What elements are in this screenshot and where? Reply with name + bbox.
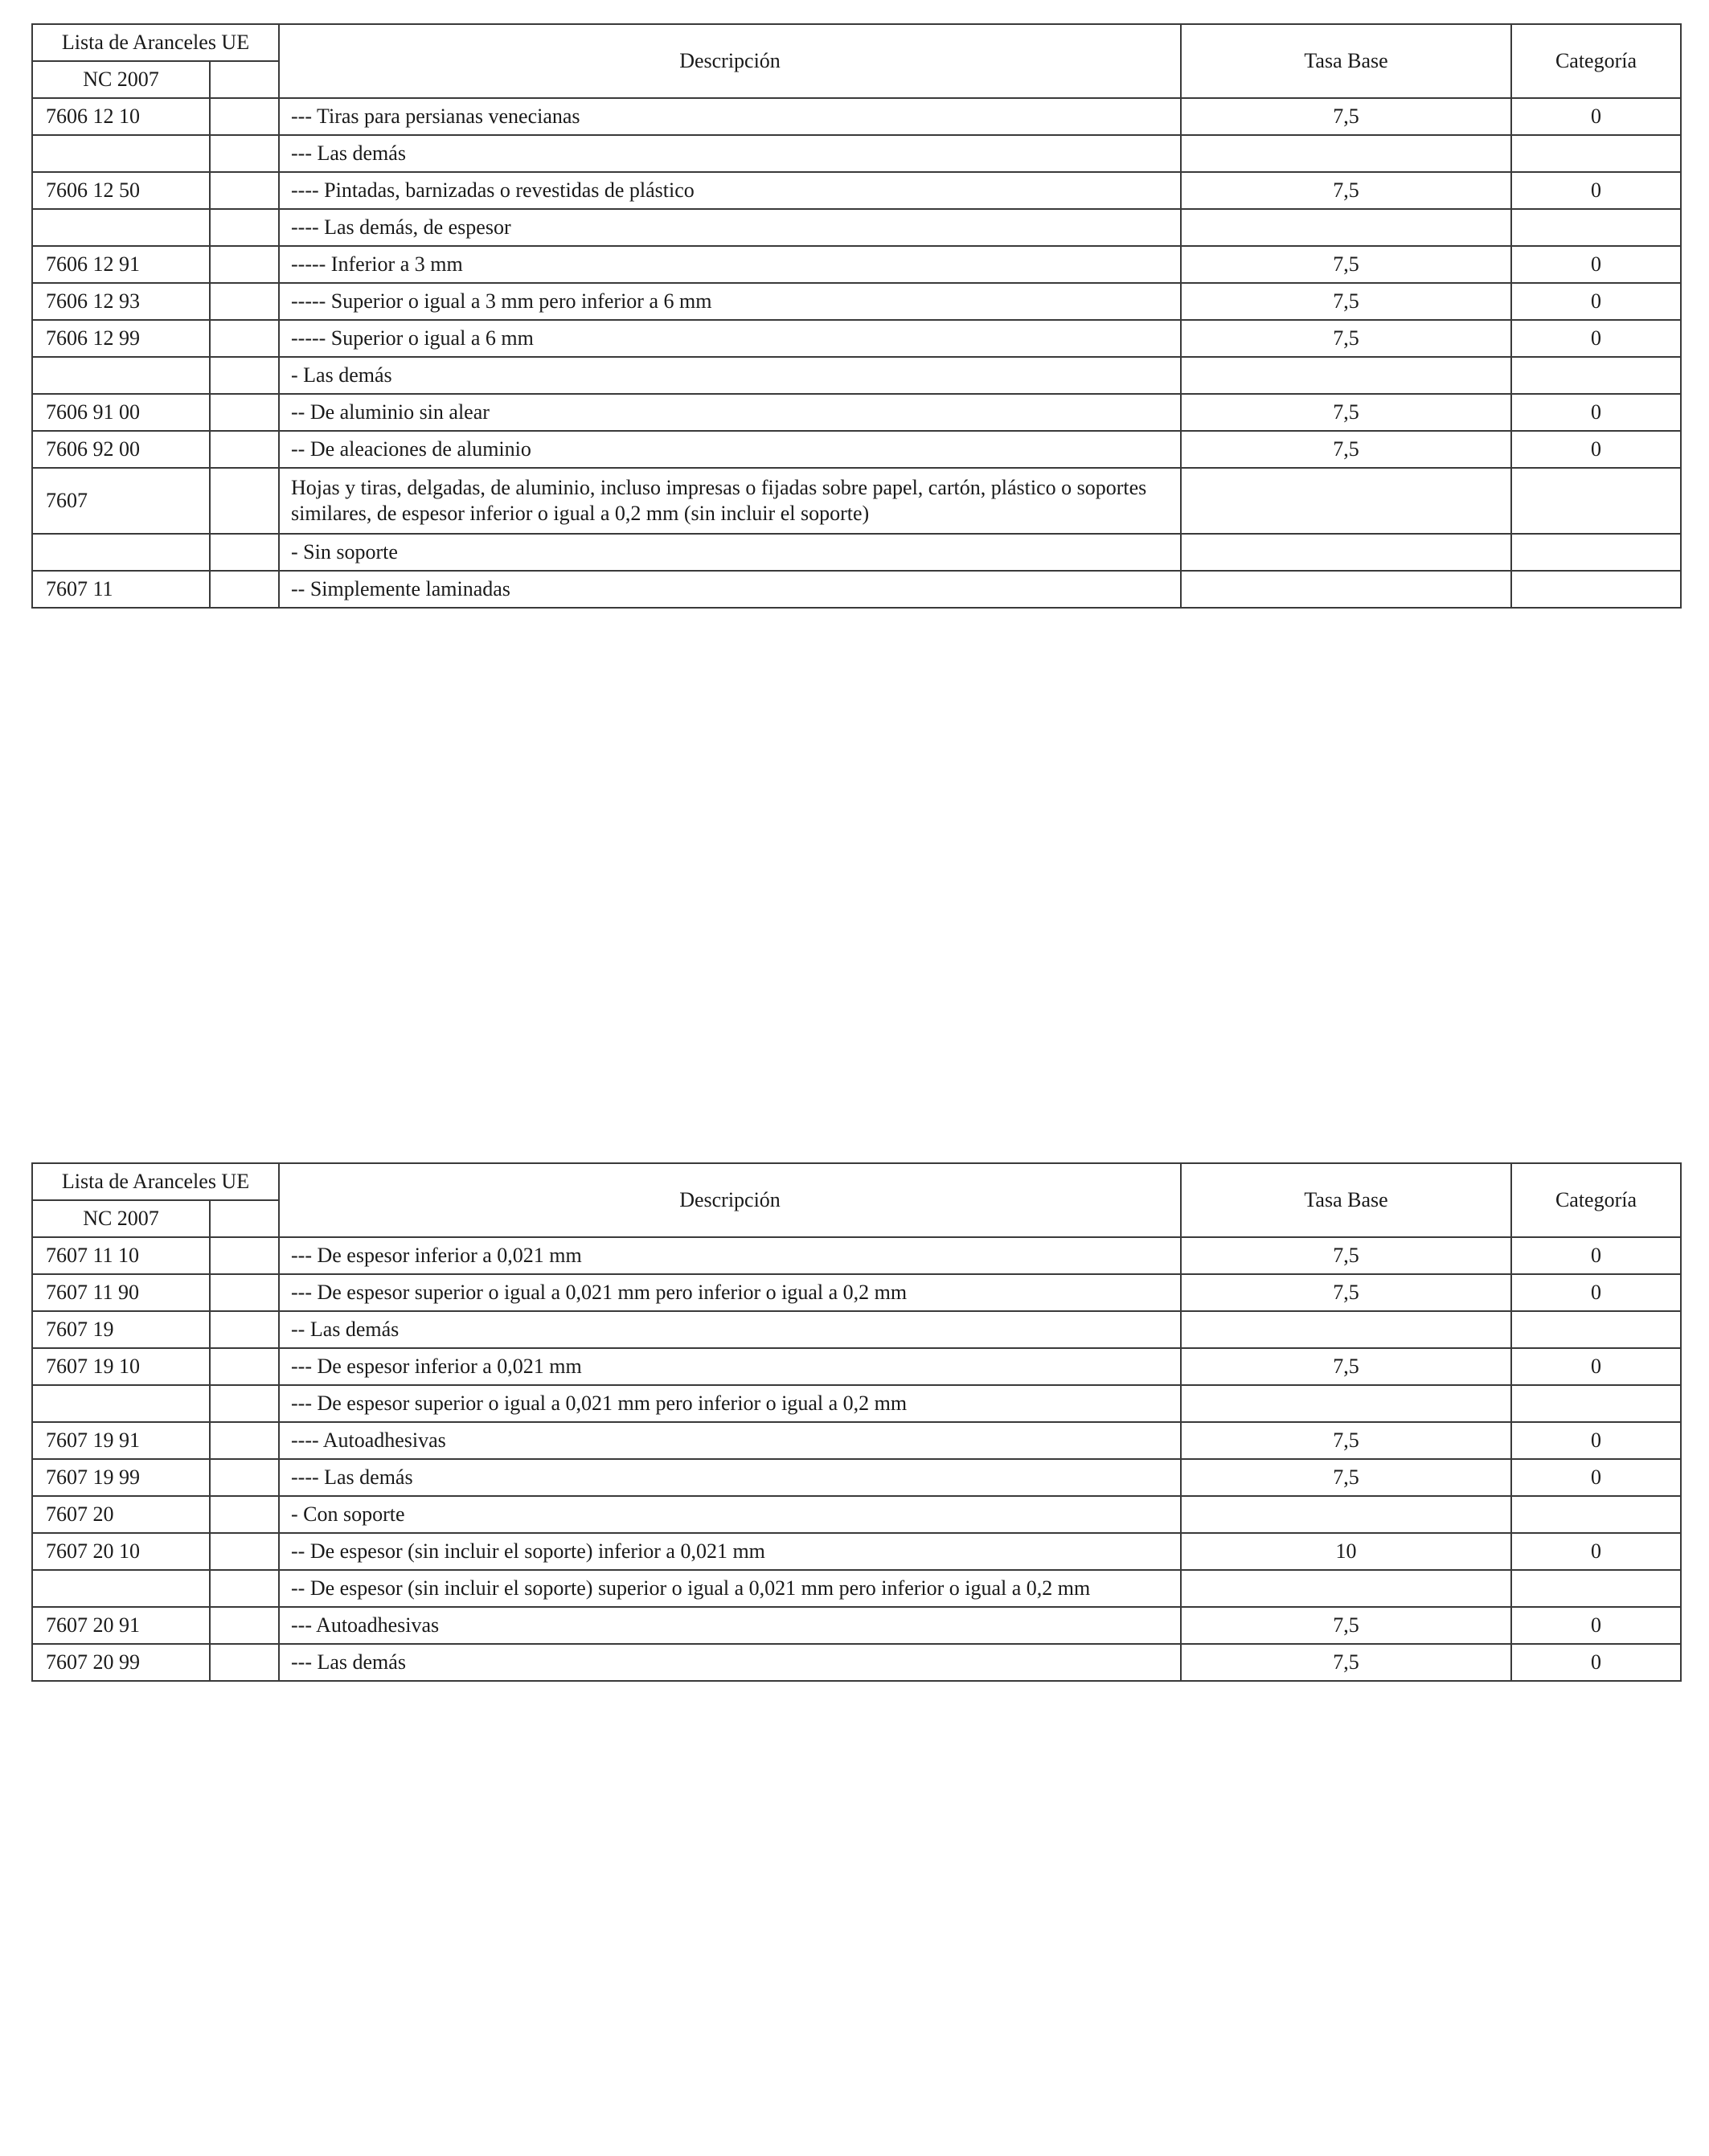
category-cell: 0	[1511, 1533, 1681, 1570]
description-cell: ---- Las demás	[279, 1459, 1181, 1496]
base-rate-cell: 7,5	[1181, 1274, 1511, 1311]
nc-code-cell: 7607 20 91	[32, 1607, 210, 1644]
nc-sub-header-empty	[210, 1200, 279, 1237]
sub-code-cell	[210, 1274, 279, 1311]
table-row	[32, 1385, 1681, 1422]
sub-code-cell	[210, 431, 279, 468]
table-row	[32, 1348, 1681, 1385]
sub-code-cell	[210, 1496, 279, 1533]
table-row	[32, 1422, 1681, 1459]
description-cell: --- Autoadhesivas	[279, 1607, 1181, 1644]
sub-code-cell	[210, 1644, 279, 1681]
category-cell: 0	[1511, 1348, 1681, 1385]
description-cell: ---- Las demás, de espesor	[279, 209, 1181, 246]
table-row	[32, 1496, 1681, 1533]
category-cell	[1511, 1385, 1681, 1422]
nc-header: NC 2007	[32, 61, 210, 98]
table-row	[32, 320, 1681, 357]
nc-code-cell: 7606 92 00	[32, 431, 210, 468]
category-cell: 0	[1511, 246, 1681, 283]
table-row	[32, 571, 1681, 608]
sub-code-cell	[210, 283, 279, 320]
nc-code-cell: 7607 19	[32, 1311, 210, 1348]
base-rate-cell: 7,5	[1181, 172, 1511, 209]
sub-code-cell	[210, 357, 279, 394]
description-cell: ----- Superior o igual a 6 mm	[279, 320, 1181, 357]
sub-code-cell	[210, 135, 279, 172]
sub-code-cell	[210, 1459, 279, 1496]
table-row	[32, 431, 1681, 468]
sub-code-cell	[210, 1385, 279, 1422]
base-rate-cell: 7,5	[1181, 1607, 1511, 1644]
base-rate-cell: 7,5	[1181, 246, 1511, 283]
sub-code-cell	[210, 172, 279, 209]
base-rate-cell: 10	[1181, 1533, 1511, 1570]
base-rate-cell: 7,5	[1181, 1348, 1511, 1385]
category-cell	[1511, 468, 1681, 534]
category-cell: 0	[1511, 1459, 1681, 1496]
base-rate-header: Tasa Base	[1181, 24, 1511, 98]
nc-code-cell: 7607 11 10	[32, 1237, 210, 1274]
table-row	[32, 1533, 1681, 1570]
description-cell: - Las demás	[279, 357, 1181, 394]
base-rate-cell	[1181, 357, 1511, 394]
description-cell: - Sin soporte	[279, 534, 1181, 571]
category-cell: 0	[1511, 1607, 1681, 1644]
table-row	[32, 1570, 1681, 1607]
category-cell	[1511, 534, 1681, 571]
table-row	[32, 468, 1681, 534]
category-header: Categoría	[1511, 24, 1681, 98]
base-rate-cell	[1181, 468, 1511, 534]
tariff-table-2-body	[32, 1163, 1681, 1681]
description-header: Descripción	[279, 1163, 1181, 1237]
category-cell	[1511, 1311, 1681, 1348]
table-row	[32, 135, 1681, 172]
category-header: Categoría	[1511, 1163, 1681, 1237]
sub-code-cell	[210, 1422, 279, 1459]
sub-code-cell	[210, 209, 279, 246]
description-cell: ----- Superior o igual a 3 mm pero inferior a 6 mm	[279, 283, 1181, 320]
nc-code-cell	[32, 357, 210, 394]
description-cell: --- Tiras para persianas venecianas	[279, 98, 1181, 135]
table-row	[32, 394, 1681, 431]
category-cell	[1511, 357, 1681, 394]
table-row	[32, 1644, 1681, 1681]
description-cell: -- De aleaciones de aluminio	[279, 431, 1181, 468]
nc-code-cell	[32, 209, 210, 246]
sub-code-cell	[210, 1570, 279, 1607]
category-cell	[1511, 135, 1681, 172]
tariff-table-1	[31, 23, 1682, 609]
nc-code-cell: 7607 20 99	[32, 1644, 210, 1681]
sub-code-cell	[210, 1311, 279, 1348]
table-row	[32, 98, 1681, 135]
category-cell: 0	[1511, 431, 1681, 468]
sub-code-cell	[210, 1533, 279, 1570]
category-cell: 0	[1511, 283, 1681, 320]
base-rate-cell: 7,5	[1181, 1459, 1511, 1496]
description-cell: -- Simplemente laminadas	[279, 571, 1181, 608]
base-rate-cell	[1181, 1385, 1511, 1422]
sub-code-cell	[210, 1237, 279, 1274]
category-cell: 0	[1511, 1644, 1681, 1681]
description-cell: --- Las demás	[279, 135, 1181, 172]
nc-code-cell: 7606 91 00	[32, 394, 210, 431]
table-row	[32, 246, 1681, 283]
nc-code-cell: 7607 19 91	[32, 1422, 210, 1459]
tariff-table-2	[31, 1162, 1682, 1682]
base-rate-cell: 7,5	[1181, 320, 1511, 357]
nc-code-cell: 7607 19 99	[32, 1459, 210, 1496]
nc-header: NC 2007	[32, 1200, 210, 1237]
base-rate-cell: 7,5	[1181, 283, 1511, 320]
description-cell: -- De aluminio sin alear	[279, 394, 1181, 431]
category-cell: 0	[1511, 98, 1681, 135]
table-row	[32, 283, 1681, 320]
base-rate-cell	[1181, 1570, 1511, 1607]
base-rate-cell: 7,5	[1181, 1644, 1511, 1681]
category-cell: 0	[1511, 1274, 1681, 1311]
table-row	[32, 1311, 1681, 1348]
sub-code-cell	[210, 394, 279, 431]
header-row	[32, 24, 1681, 61]
base-rate-cell: 7,5	[1181, 98, 1511, 135]
description-cell: -- De espesor (sin incluir el soporte) superior o igual a 0,021 mm pero inferior o igual a 0,2 mm	[279, 1570, 1181, 1607]
table-row	[32, 1459, 1681, 1496]
description-cell: ----- Inferior a 3 mm	[279, 246, 1181, 283]
nc-code-cell	[32, 534, 210, 571]
sub-code-cell	[210, 246, 279, 283]
sub-code-cell	[210, 534, 279, 571]
table-row	[32, 1237, 1681, 1274]
nc-code-cell: 7607 19 10	[32, 1348, 210, 1385]
category-cell	[1511, 571, 1681, 608]
sub-code-cell	[210, 320, 279, 357]
category-cell: 0	[1511, 1237, 1681, 1274]
nc-code-cell: 7607 11 90	[32, 1274, 210, 1311]
category-cell	[1511, 1570, 1681, 1607]
description-cell: --- De espesor inferior a 0,021 mm	[279, 1237, 1181, 1274]
description-cell: -- De espesor (sin incluir el soporte) inferior a 0,021 mm	[279, 1533, 1181, 1570]
nc-sub-header-empty	[210, 61, 279, 98]
table-row	[32, 172, 1681, 209]
nc-code-cell: 7606 12 50	[32, 172, 210, 209]
nc-code-cell: 7607 20	[32, 1496, 210, 1533]
description-cell: --- De espesor superior o igual a 0,021 mm pero inferior o igual a 0,2 mm	[279, 1274, 1181, 1311]
nc-code-cell: 7607 20 10	[32, 1533, 210, 1570]
tariff-table-1-body	[32, 24, 1681, 608]
header-row	[32, 1163, 1681, 1200]
base-rate-cell	[1181, 209, 1511, 246]
nc-code-cell: 7606 12 91	[32, 246, 210, 283]
nc-code-cell: 7606 12 93	[32, 283, 210, 320]
description-cell: --- De espesor superior o igual a 0,021 mm pero inferior o igual a 0,2 mm	[279, 1385, 1181, 1422]
description-cell: -- Las demás	[279, 1311, 1181, 1348]
category-cell	[1511, 1496, 1681, 1533]
description-cell: - Con soporte	[279, 1496, 1181, 1533]
table-row	[32, 209, 1681, 246]
table-row	[32, 534, 1681, 571]
nc-code-cell: 7606 12 99	[32, 320, 210, 357]
base-rate-cell	[1181, 135, 1511, 172]
description-header: Descripción	[279, 24, 1181, 98]
category-cell: 0	[1511, 320, 1681, 357]
nc-code-cell: 7607	[32, 468, 210, 534]
base-rate-cell	[1181, 1496, 1511, 1533]
list-header: Lista de Aranceles UE	[32, 24, 279, 61]
base-rate-cell: 7,5	[1181, 431, 1511, 468]
sub-code-cell	[210, 1607, 279, 1644]
description-cell: ---- Autoadhesivas	[279, 1422, 1181, 1459]
category-cell: 0	[1511, 394, 1681, 431]
nc-code-cell: 7607 11	[32, 571, 210, 608]
table-row	[32, 1274, 1681, 1311]
nc-code-cell	[32, 135, 210, 172]
table-row	[32, 1607, 1681, 1644]
nc-code-cell: 7606 12 10	[32, 98, 210, 135]
category-cell: 0	[1511, 1422, 1681, 1459]
nc-code-cell	[32, 1570, 210, 1607]
description-cell: ---- Pintadas, barnizadas o revestidas de plástico	[279, 172, 1181, 209]
category-cell	[1511, 209, 1681, 246]
description-cell: Hojas y tiras, delgadas, de aluminio, incluso impresas o fijadas sobre papel, cartón, plástico o soportes similares, de espesor inferior o igual a 0,2 mm (sin incluir el soporte)	[279, 468, 1181, 534]
sub-code-cell	[210, 1348, 279, 1385]
base-rate-cell: 7,5	[1181, 1422, 1511, 1459]
base-rate-header: Tasa Base	[1181, 1163, 1511, 1237]
base-rate-cell	[1181, 1311, 1511, 1348]
sub-code-cell	[210, 98, 279, 135]
list-header: Lista de Aranceles UE	[32, 1163, 279, 1200]
nc-code-cell	[32, 1385, 210, 1422]
sub-code-cell	[210, 468, 279, 534]
base-rate-cell: 7,5	[1181, 1237, 1511, 1274]
table-row	[32, 357, 1681, 394]
category-cell: 0	[1511, 172, 1681, 209]
description-cell: --- De espesor inferior a 0,021 mm	[279, 1348, 1181, 1385]
base-rate-cell: 7,5	[1181, 394, 1511, 431]
sub-code-cell	[210, 571, 279, 608]
base-rate-cell	[1181, 571, 1511, 608]
description-cell: --- Las demás	[279, 1644, 1181, 1681]
base-rate-cell	[1181, 534, 1511, 571]
